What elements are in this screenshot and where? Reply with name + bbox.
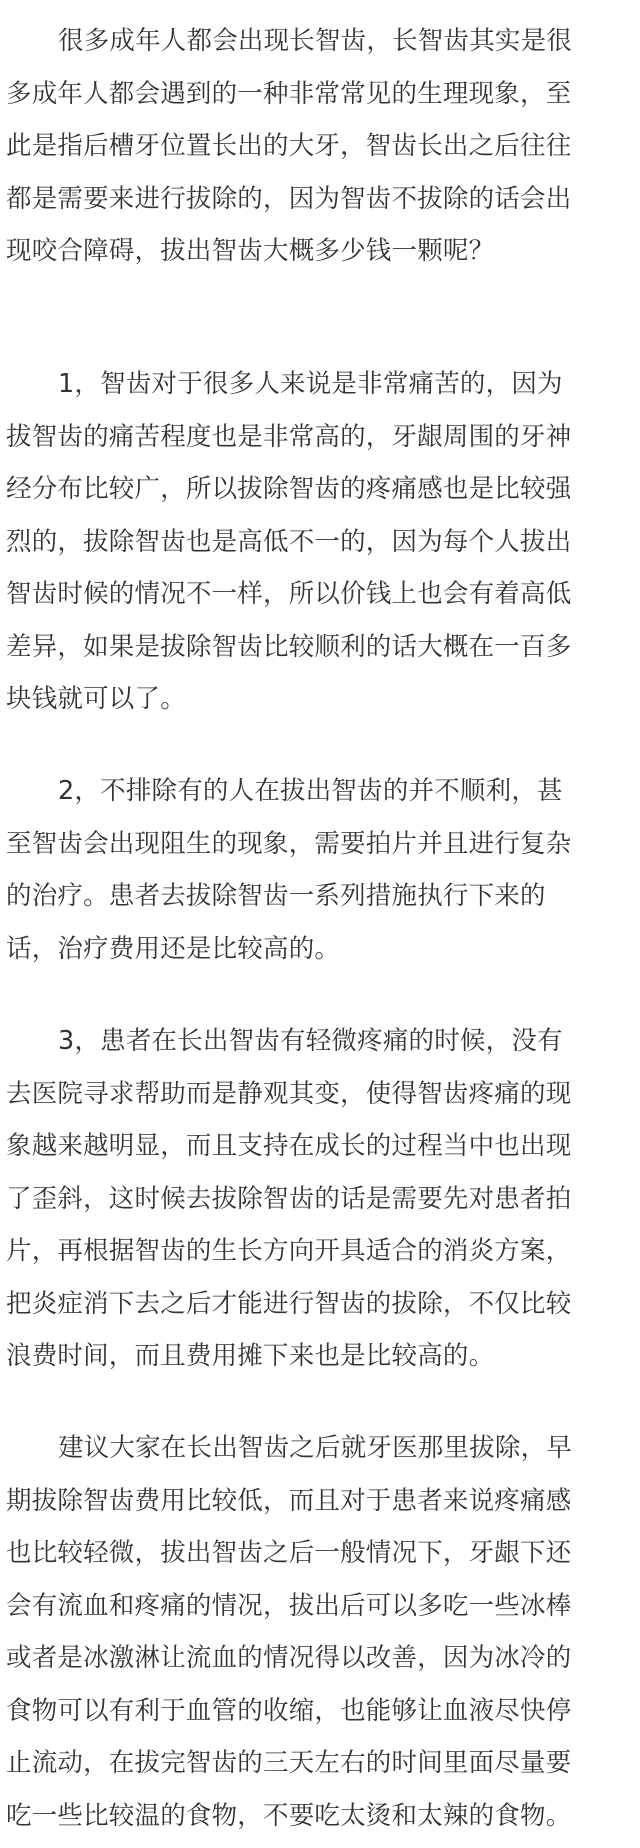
text-line: 吃一些比较温的食物，不要吃太烫和太辣的食物。	[6, 1800, 572, 1831]
paragraph-point-3	[6, 1015, 636, 1383]
paragraph-point-2	[6, 765, 636, 975]
text-line: 都是需要来进行拔除的，因为智齿不拔除的话会出	[6, 183, 572, 214]
text-line: 现咬合障碍，拔出智齿大概多少钱一颗呢？	[6, 236, 495, 266]
text-line: 也比较轻微，拔出智齿之后一般情况下，牙龈下还	[6, 1538, 572, 1568]
text-line: 1，智齿对于很多人来说是非常痛苦的，因为	[58, 369, 563, 399]
text-line: 止流动，在拔完智齿的三天左右的时间里面尽量要	[6, 1748, 572, 1778]
text-line: 会有流血和疼痛的情况，拔出后可以多吃一些冰棒	[6, 1590, 572, 1621]
text-line: 经分布比较广，所以拔除智齿的疼痛感也是比较强	[6, 474, 572, 504]
text-line: 或者是冰激淋让流血的情况得以改善，因为冰冷的	[6, 1643, 572, 1673]
text-line: 了歪斜，这时候去拔除智齿的话是需要先对患者拍	[6, 1183, 572, 1214]
text-line: 很多成年人都会出现长智齿，长智齿其实是很	[58, 26, 573, 56]
text-line: 3，患者在长出智齿有轻微疼痛的时候，没有	[58, 1026, 563, 1056]
text-line: 期拔除智齿费用比较低，而且对于患者来说疼痛感	[6, 1485, 572, 1516]
paragraph-advice	[6, 1422, 636, 1842]
text-line: 2，不排除有的人在拔出智齿的并不顺利，甚	[58, 776, 563, 806]
text-line: 去医院寻求帮助而是静观其变，使得智齿疼痛的现	[6, 1078, 572, 1109]
text-line: 多成年人都会遇到的一种非常常见的生理现象，至	[6, 78, 572, 109]
text-line: 此是指后槽牙位置长出的大牙，智齿长出之后往往	[6, 131, 572, 161]
text-line: 差异，如果是拔除智齿比较顺利的话大概在一百多	[6, 631, 572, 662]
text-line: 象越来越明显，而且支持在成长的过程当中也出现	[6, 1131, 572, 1161]
paragraph-intro	[6, 15, 636, 278]
paragraph-point-1	[6, 358, 636, 726]
text-line: 拔智齿的痛苦程度也是非常高的，牙龈周围的牙神	[6, 421, 572, 452]
text-line: 片，再根据智齿的生长方向开具适合的消炎方案，	[6, 1236, 572, 1266]
text-line: 把炎症消下去之后才能进行智齿的拔除，不仅比较	[6, 1288, 572, 1319]
text-line: 建议大家在长出智齿之后就牙医那里拔除，早	[58, 1433, 573, 1463]
text-line: 至智齿会出现阻生的现象，需要拍片并且进行复杂	[6, 828, 572, 859]
text-line: 块钱就可以了。	[6, 684, 186, 714]
text-line: 的治疗。患者去拔除智齿一系列措施执行下来的	[6, 881, 546, 911]
text-line: 食物可以有利于血管的收缩，也能够让血液尽快停	[6, 1695, 572, 1726]
text-line: 智齿时候的情况不一样，所以价钱上也会有着高低	[6, 579, 572, 609]
text-line: 话，治疗费用还是比较高的。	[6, 933, 341, 964]
text-line: 烈的，拔除智齿也是高低不一的，因为每个人拔出	[6, 526, 572, 557]
text-line: 浪费时间，而且费用摊下来也是比较高的。	[6, 1341, 495, 1371]
